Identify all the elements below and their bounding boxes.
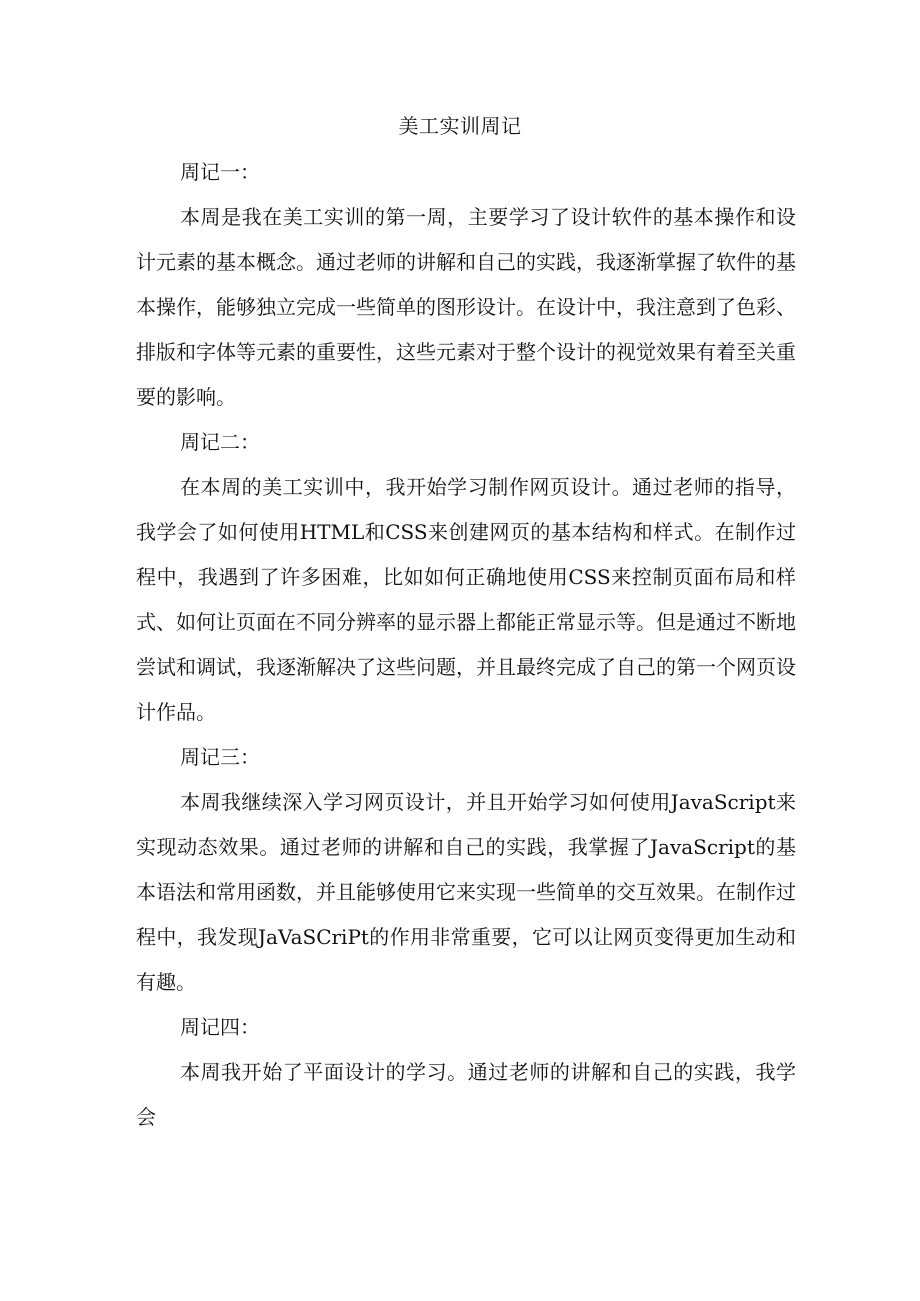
document-title: 美工实训周记 [398,114,522,138]
section-heading: 周记一： [180,160,260,184]
weekly-journal-section [136,1005,796,1140]
section-paragraph: 在本周的美工实训中，我开始学习制作网页设计。通过老师的指导，我学会了如何使用HTML和CSS来创建网页的基本结构和样式。在制作过程中，我遇到了许多困难，比如如何正确地使用CSS来控制页面布局和样式、如何让页面在不同分辨率的显示器上都能正常显示等。但是通过不断地尝试和调试，我逐渐解决了这些问题，并且最终完成了自己的第一个网页设计作品。 [136,475,796,724]
document-body [136,150,796,1140]
section-paragraph: 本周是我在美工实训的第一周，主要学习了设计软件的基本操作和设计元素的基本概念。通过老师的讲解和自己的实践，我逐渐掌握了软件的基本操作，能够独立完成一些简单的图形设计。在设计中，我注意到了色彩、排版和字体等元素的重要性，这些元素对于整个设计的视觉效果有着至关重要的影响。 [136,205,796,409]
weekly-journal-section [136,735,796,1005]
section-heading: 周记三： [180,745,260,769]
weekly-journal-section [136,150,796,420]
section-heading: 周记四： [180,1015,260,1039]
section-heading: 周记二： [180,430,260,454]
section-paragraph: 本周我开始了平面设计的学习。通过老师的讲解和自己的实践，我学会 [136,1060,796,1129]
section-paragraph: 本周我继续深入学习网页设计，并且开始学习如何使用JavaScript来实现动态效果。通过老师的讲解和自己的实践，我掌握了JavaScript的基本语法和常用函数，并且能够使用它来实现一些简单的交互效果。在制作过程中，我发现JaVaSCriPt的作用非常重要，它可以让网页变得更加生动和有趣。 [136,790,796,994]
weekly-journal-section [136,420,796,735]
